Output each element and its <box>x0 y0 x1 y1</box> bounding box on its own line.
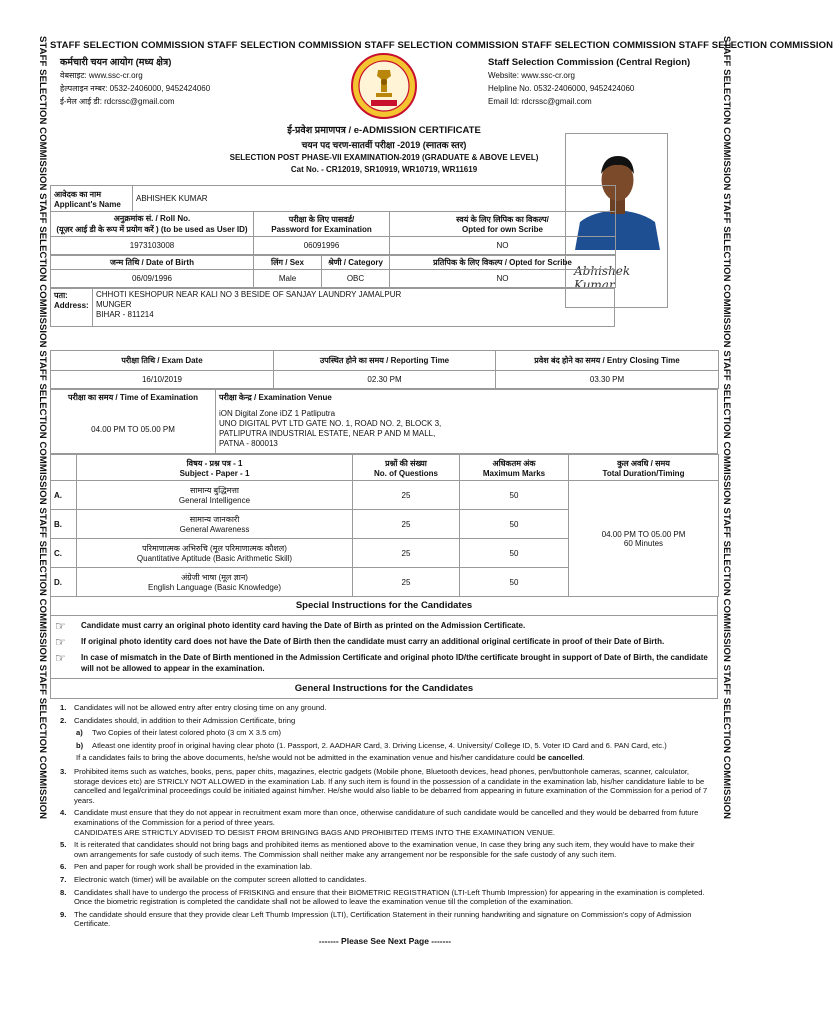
list-item: 4. Candidate must ensure that they do not appear in recruitment exam more than once, otherwise candidature of such candidate would be cancelled and they would be debarred from future examinations of the Commission for a period of three years. CANDIDATES ARE STRICTLY ADVISED TO DESIST FROM BRINGING BAGS AND PROHIBITED ITEMS INTO THE EXAMINATION VENUE. <box>60 808 710 837</box>
name-label-hindi: आवेदक का नाम <box>54 189 101 199</box>
special-instructions-title: Special Instructions for the Candidates <box>50 597 718 615</box>
duration-header-hindi: कुल अवधि / समय <box>617 458 670 468</box>
reporting-time-label: उपस्थित होने का समय / Reporting Time <box>274 351 496 371</box>
dob: 06/09/1996 <box>51 270 254 288</box>
password: 06091996 <box>254 237 390 255</box>
instruction-text: If a candidates fails to bring the above documents, he/she would not be admitted in the examination venue and his/her candidature could <box>76 753 535 763</box>
instruction-text: Two Copies of their latest colored photo (3 cm X 3.5 cm) <box>92 728 282 738</box>
subject-header <box>77 455 353 481</box>
subject-name-hindi: सामान्य बुद्धिमत्ता <box>190 486 239 495</box>
duration-header <box>569 455 719 481</box>
roll-label: अनुक्रमांक सं. / Roll No. <box>113 214 191 223</box>
subject-questions: 25 <box>353 510 460 539</box>
subject-name <box>77 539 353 568</box>
ssc-emblem-icon <box>347 52 421 120</box>
exam-date-label: परीक्षा तिथि / Exam Date <box>51 351 274 371</box>
list-item: 7. Electronic watch (timer) will be available on the computer screen allotted to candidates. <box>60 874 367 884</box>
address-label-hindi: पता: <box>54 291 68 300</box>
exam-time-label: परीक्षा का समय / Time of Examination <box>51 390 216 406</box>
address <box>93 289 615 327</box>
sex-label: लिंग / Sex <box>254 256 322 270</box>
next-page-footer: ------- Please See Next Page ------- <box>318 935 452 946</box>
name-label-cell <box>51 186 133 212</box>
venue-line-1: iON Digital Zone iDZ 1 Patliputra <box>219 409 336 419</box>
watermark-border-left: STAFF SELECTION COMMISSION STAFF SELECTION COMMISSION STAFF SELECTION COMMISSION STAFF SELECTION COMMISSION STAFF SELECTION COMMISSION <box>37 36 48 820</box>
closing-time: 03.30 PM <box>496 371 719 389</box>
instruction-text: It is reiterated that candidates should not bring bags and prohibited items as mentioned above to the examination venue, In case they bring any such item, they would have to make their own arrangements for safe custody of such items. The Commission shall neither make any arrangement nor be responsible for the safe custody of any such item. <box>74 840 695 859</box>
header <box>50 52 718 122</box>
dob-table <box>50 255 616 288</box>
subject-name-english: Quantitative Aptitude (Basic Arithmetic Skill) <box>136 554 293 563</box>
candidate-signature: Abhishek Kumar <box>574 264 631 292</box>
password-label: Password for Examination <box>271 225 372 234</box>
questions-header-hindi: प्रश्नों की संख्या <box>385 458 427 468</box>
instruction-text: Candidates shall have to undergo the process of FRISKING and ensure that their BIOMETRIC REGISTRATION (LTI-Left Thumb Impression) for appearing in the examination is completed. Once the biometric registration is completed the candidate shall not be allowed to leave the examination venue till the completion of the examination. <box>74 887 705 907</box>
subject-questions: 25 <box>353 539 460 568</box>
password-label-cell <box>254 212 390 237</box>
instruction-text: The candidate should ensure that they provide clear Left Thumb Impression (LTI), Certification Statement in their running handwriting and signature on Commission's copy of Admission Certificate. <box>74 909 692 929</box>
email-hindi: ई-मेल आई डी: rdcrssc@gmail.com <box>60 97 175 106</box>
subject-name-hindi: सामान्य जानकारी <box>189 515 240 524</box>
instruction-text: Atleast one identity proof in original having clear photo (1. Passport, 2. AADHAR Card, 3. Driving License, 4. University/ College ID, 5. Voter ID Card and 6. PAN Card, etc.) <box>92 740 667 750</box>
special-instruction <box>51 650 717 676</box>
org-title-hindi: कर्मचारी चयन आयोग (मध्य क्षेत्र) <box>60 57 172 68</box>
subject-name-english: English Language (Basic Knowledge) <box>148 583 281 592</box>
subject-marks: 50 <box>460 510 569 539</box>
list-item: 5. It is reiterated that candidates should not bring bags and prohibited items as mentioned above to the examination venue, In case they bring any such item, they would have to make their own arrangements for safe custody of such items. The Commission shall neither make any arrangement nor be responsible for the safe custody of any such item. <box>60 840 710 859</box>
venue-line-4: PATNA - 800013 <box>219 439 278 449</box>
subject-questions: 25 <box>353 568 460 597</box>
duration-time: 04.00 PM TO 05.00 PM <box>601 529 686 539</box>
subject-code: C. <box>51 539 77 568</box>
roll-label-cell <box>51 212 254 237</box>
exam-title-hindi: चयन पद चरण-सातवीं परीक्षा -2019 (स्नातक स्तर) <box>301 140 467 150</box>
subject-code: B. <box>51 510 77 539</box>
watermark-border-top: STAFF SELECTION COMMISSION STAFF SELECTION COMMISSION STAFF SELECTION COMMISSION STAFF SELECTION COMMISSION STAFF SELECTION COMMISSION <box>50 40 833 51</box>
list-item: 9. The candidate should ensure that they provide clear Left Thumb Impression (LTI), Certification Statement in their running handwriting and signature on Commission's copy of Admission Certificate. <box>60 910 710 929</box>
helpline-hindi: हेल्पलाइन नम्बर: 0532-2406000, 9452424060 <box>60 84 211 93</box>
subjects-table <box>50 454 719 597</box>
header-english <box>488 56 690 108</box>
exam-time: 04.00 PM TO 05.00 PM <box>51 406 216 454</box>
instruction-text <box>74 808 710 837</box>
subject-code: A. <box>51 481 77 510</box>
instruction-text-part: Candidate must ensure that they do not appear in recruitment exam more than once, otherwise candidature of such candidate would be cancelled and they would be debarred from future examinations of the Commission for a period of three years. <box>74 808 699 827</box>
address-line-3: BIHAR - 811214 <box>96 310 154 319</box>
venue-table <box>50 389 718 454</box>
pointing-hand-icon: ☞ <box>55 651 66 665</box>
email-english: Email Id: rdcrssc@gmail.com <box>488 97 592 106</box>
duration-minutes: 60 Minutes <box>623 538 664 548</box>
venue <box>216 406 718 454</box>
subject-header-english: Subject - Paper - 1 <box>179 468 250 478</box>
pointing-hand-icon: ☞ <box>55 635 66 649</box>
roll-note: (यूज़र आई डी के रूप में प्रयोग करें ) (to be used as User ID) <box>56 225 248 234</box>
questions-header <box>353 455 460 481</box>
duration-header-english: Total Duration/Timing <box>602 468 685 478</box>
opted-scribe-label: प्रतिपिक के लिए विकल्प / Opted for Scribe <box>390 256 616 270</box>
address-label: Address: <box>54 301 89 310</box>
general-instructions <box>50 699 718 946</box>
instruction-text: Pen and paper for rough work shall be provided in the examination lab. <box>74 862 313 872</box>
address-line-1: CHHOTI KESHOPUR NEAR KALI NO 3 BESIDE OF SANJAY LAUNDRY JAMALPUR <box>96 290 402 299</box>
pointing-hand-icon: ☞ <box>55 619 66 633</box>
subject-name-english: General Awareness <box>179 525 250 534</box>
subject-marks: 50 <box>460 568 569 597</box>
venue-line-2: UNO DIGITAL PVT LTD GATE NO. 1, ROAD NO. 2, BLOCK 3, <box>219 419 442 429</box>
special-instruction-text: If original photo identity card does not have the Date of Birth then the candidate must carry an additional original certificate in proof of their Date of Birth. <box>81 637 665 646</box>
special-instruction-text: Candidate must carry an original photo identity card having the Date of Birth as printed on the Admission Certificate. <box>81 621 526 630</box>
category-label: श्रेणी / Category <box>322 256 390 270</box>
subject-name-english: General Intelligence <box>178 496 251 505</box>
header-hindi <box>60 56 210 108</box>
table-row <box>51 481 719 510</box>
dob-label: जन्म तिथि / Date of Birth <box>51 256 254 270</box>
website-hindi: वेबसाइट: www.ssc-cr.org <box>60 71 143 80</box>
general-instructions-title: General Instructions for the Candidates <box>50 679 718 699</box>
list-item: 1. Candidates will not be allowed entry after entry closing time on any ground. <box>60 703 327 712</box>
instruction-text: Electronic watch (timer) will be available on the computer screen allotted to candidates. <box>74 874 367 884</box>
subject-header-hindi: विषय - प्रश्न पत्र - 1 <box>186 458 243 468</box>
instruction-emphasis: be cancelled <box>537 753 583 763</box>
marks-header-hindi: अधिकतम अंक <box>492 458 536 468</box>
total-duration <box>569 481 719 597</box>
list-item: 3. Prohibited items such as watches, books, pens, paper chits, magazines, electric gadgets (Mobile phone, Bluetooth devices, head phones, pen/buttonhole cameras, scanner, calculator, storage devices etc) are STRICLY NOT ALLOWED in the examination Lab. If any such item is found in the possession of a candidate in the examination lab, his/her candidature liable to be cancelled and legal/criminal proceedings could be initiated against him/her. He/she would also liable to be debarred from appearing in future examination of the Commission for a period of 7 years. <box>60 767 710 805</box>
subject-name <box>77 568 353 597</box>
list-item: a) Two Copies of their latest colored photo (3 cm X 3.5 cm) <box>76 728 282 738</box>
candidate-table <box>50 185 616 255</box>
instruction-text: Candidates will not be allowed entry after entry closing time on any ground. <box>74 703 327 712</box>
website-english: Website: www.ssc-cr.org <box>488 71 575 80</box>
subject-marks: 50 <box>460 539 569 568</box>
special-instruction <box>51 618 717 634</box>
list-item: 2. Candidates should, in addition to their Admission Certificate, bring <box>60 715 296 725</box>
cat-no: Cat No. - CR12019, SR10919, WR10719, WR11619 <box>290 165 478 174</box>
special-instructions <box>50 615 718 679</box>
own-scribe: NO <box>390 237 616 255</box>
instruction-text-part: CANDIDATES ARE STRICTLY ADVISED TO DESIST FROM BRINGING BAGS AND PROHIBITED ITEMS INTO THE EXAMINATION VENUE. <box>74 827 556 837</box>
opted-scribe: NO <box>390 270 616 288</box>
password-label-hindi: परीक्षा के लिए पासवर्ड/ <box>288 215 355 224</box>
subject-name-hindi: अंग्रेजी भाषा (मूल ज्ञान) <box>181 573 248 582</box>
scribe-label: Opted for own Scribe <box>462 225 543 234</box>
address-line-2: MUNGER <box>96 300 132 309</box>
subject-name <box>77 510 353 539</box>
marks-header <box>460 455 569 481</box>
exam-date: 16/10/2019 <box>51 371 274 389</box>
special-instruction-text: In case of mismatch in the Date of Birth mentioned in the Admission Certificate and original photo ID/the certificate brought in support of Date of Birth, the candidate will not be allowed to appear in the examination. <box>81 653 708 673</box>
subject-marks: 50 <box>460 481 569 510</box>
certificate-title: ई-प्रवेश प्रमाणपत्र / e-ADMISSION CERTIFICATE <box>287 125 481 136</box>
list-item: 8. Candidates shall have to undergo the process of FRISKING and ensure that their BIOMETRIC REGISTRATION (LTI-Left Thumb Impression) for appearing in the examination is completed. Once the biometric registration is completed the candidate shall not be allowed to leave the examination venue till the completion of the examination. <box>60 888 710 907</box>
list-item: If a candidates fails to bring the above documents, he/she would not be admitted in the examination venue and his/her candidature could be cancelled. <box>76 753 585 763</box>
name-label: Applicant's Name <box>54 199 121 209</box>
subject-name <box>77 481 353 510</box>
subject-questions: 25 <box>353 481 460 510</box>
watermark-border-right: STAFF SELECTION COMMISSION STAFF SELECTION COMMISSION STAFF SELECTION COMMISSION STAFF SELECTION COMMISSION STAFF SELECTION COMMISSION <box>721 36 732 820</box>
closing-time-label: प्रवेश बंद होने का समय / Entry Closing Time <box>496 351 719 371</box>
venue-line-3: PATLIPUTRA INDUSTRIAL ESTATE, NEAR P AND M MALL, <box>219 429 436 439</box>
applicant-name: ABHISHEK KUMAR <box>133 186 616 212</box>
helpline-english: Helpline No. 0532-2406000, 9452424060 <box>488 84 635 93</box>
instruction-text: Candidates should, in addition to their Admission Certificate, bring <box>74 715 296 725</box>
address-table <box>50 288 615 327</box>
sex: Male <box>254 270 322 288</box>
special-instruction <box>51 634 717 650</box>
exam-title-english: SELECTION POST PHASE-VII EXAMINATION-2019 (GRADUATE & ABOVE LEVEL) <box>229 153 539 162</box>
category: OBC <box>322 270 390 288</box>
list-item: 6. Pen and paper for rough work shall be provided in the examination lab. <box>60 862 313 872</box>
subject-name-hindi: परिमाणात्मक अभिरुचि (मूल परिमाणात्मक कौशल) <box>142 544 287 553</box>
scribe-label-hindi: स्वयं के लिए लिपिक का विकल्प/ <box>456 215 549 224</box>
instruction-text: Prohibited items such as watches, books, pens, paper chits, magazines, electric gadgets (Mobile phone, Bluetooth devices, head phones, pen/buttonhole cameras, scanner, calculator, storage devices etc) are STRICLY NOT ALLOWED in the examination Lab. If any such item is found in the possession of a candidate in the examination lab, his/her candidature liable to be cancelled and legal/criminal proceedings could be initiated against him/her. He/she would also liable to be debarred from appearing in future examination of the Commission for a period of 7 years. <box>74 766 708 805</box>
address-label-cell <box>51 289 93 327</box>
venue-label: परीक्षा केन्द्र / Examination Venue <box>216 390 718 406</box>
schedule-table <box>50 350 719 389</box>
subject-code: D. <box>51 568 77 597</box>
reporting-time: 02.30 PM <box>274 371 496 389</box>
scribe-label-cell <box>390 212 616 237</box>
roll-no: 1973103008 <box>51 237 254 255</box>
list-item: b) Atleast one identity proof in original having clear photo (1. Passport, 2. AADHAR Card, 3. Driving License, 4. University/ College ID, 5. Voter ID Card and 6. PAN Card, etc.) <box>76 740 667 750</box>
org-title-english: Staff Selection Commission (Central Region) <box>488 57 691 68</box>
questions-header-english: No. of Questions <box>374 468 438 478</box>
exam-schedule <box>50 350 718 946</box>
candidate-details <box>50 185 615 327</box>
marks-header-english: Maximum Marks <box>482 468 546 478</box>
